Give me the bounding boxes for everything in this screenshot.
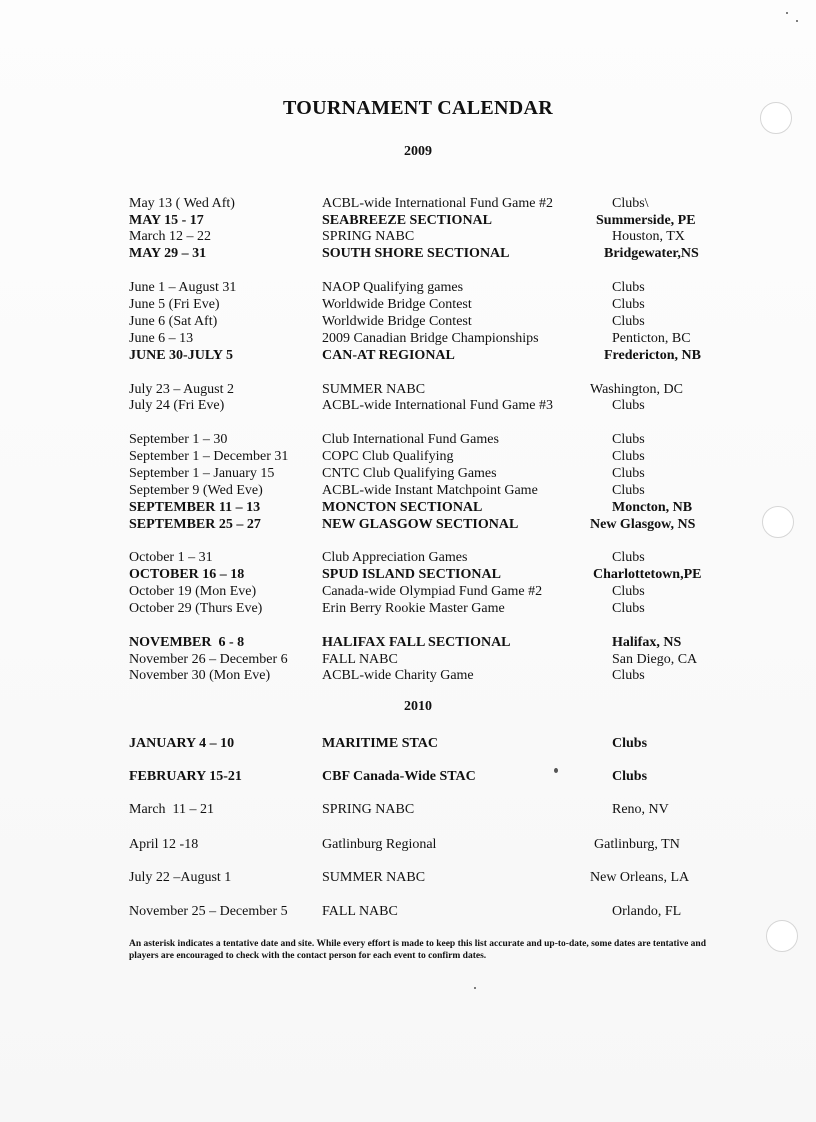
event-name: MARITIME STAC [322,736,439,751]
event-location: Clubs [612,601,645,616]
event-location: Moncton, NB [612,500,693,515]
event-location: Houston, TX [612,229,685,244]
event-row [0,381,816,398]
event-name: Canada-wide Olympiad Fund Game #2 [322,584,543,599]
event-row [0,836,816,853]
event-location: Clubs [612,432,645,447]
year-heading-2010: 2010 [404,699,432,714]
event-date: November 30 (Mon Eve) [129,668,271,683]
event-location: Clubs [612,280,645,295]
event-row [0,397,816,414]
event-row [0,212,816,229]
event-name: FALL NABC [322,904,398,919]
event-name: NEW GLASGOW SECTIONAL [322,517,519,532]
event-name: Club Appreciation Games [322,550,468,565]
event-date: March 12 – 22 [129,229,212,244]
event-row [0,482,816,499]
event-row [0,903,816,920]
event-date: September 1 – 30 [129,432,228,447]
event-name: ACBL-wide Charity Game [322,668,474,683]
event-date: June 6 – 13 [129,331,194,346]
event-location: Washington, DC [590,382,683,397]
event-date: July 22 –August 1 [129,870,232,885]
event-date: November 26 – December 6 [129,652,288,667]
event-date: May 13 ( Wed Aft) [129,196,235,211]
event-location: Clubs [612,466,645,481]
event-row [0,735,816,752]
event-date: SEPTEMBER 25 – 27 [129,517,261,532]
scan-speck [474,987,476,989]
event-name: CBF Canada-Wide STAC [322,769,476,784]
event-date: FEBRUARY 15-21 [129,769,242,784]
event-date: March 11 – 21 [129,802,215,817]
event-location: New Orleans, LA [590,870,690,885]
event-date: June 5 (Fri Eve) [129,297,220,312]
event-name: ACBL-wide Instant Matchpoint Game [322,483,538,498]
event-name: SUMMER NABC [322,870,426,885]
page-title: TOURNAMENT CALENDAR [283,97,553,119]
event-name: ACBL-wide International Fund Game #2 [322,196,553,211]
event-row [0,296,816,313]
event-row [0,651,816,668]
event-location: Charlottetown,PE [593,567,702,582]
event-row [0,245,816,262]
event-name: COPC Club Qualifying [322,449,454,464]
event-row [0,195,816,212]
event-name: SPUD ISLAND SECTIONAL [322,567,501,582]
event-date: September 9 (Wed Eve) [129,483,263,498]
event-row [0,768,816,785]
event-location: Fredericton, NB [604,348,701,363]
event-row [0,516,816,533]
footnote: An asterisk indicates a tentative date and site. While every effort is made to keep this list accurate and up-to-date, some dates are tentative and players are encouraged to check with the contact person for each event to confirm dates. [129,939,706,961]
event-row [0,499,816,516]
event-row [0,869,816,886]
event-date: SEPTEMBER 11 – 13 [129,500,261,515]
event-row [0,431,816,448]
event-name: ACBL-wide International Fund Game #3 [322,398,553,413]
event-name: SPRING NABC [322,229,415,244]
event-date: October 19 (Mon Eve) [129,584,257,599]
event-date: June 1 – August 31 [129,280,237,295]
event-date: July 23 – August 2 [129,382,235,397]
event-location: Clubs [612,297,645,312]
event-name: MONCTON SECTIONAL [322,500,483,515]
event-location: San Diego, CA [612,652,698,667]
event-date: November 25 – December 5 [129,904,288,919]
event-name: Gatlinburg Regional [322,837,437,852]
event-name: NAOP Qualifying games [322,280,464,295]
event-location: Clubs [612,398,645,413]
event-name: Worldwide Bridge Contest [322,297,472,312]
event-name: SUMMER NABC [322,382,426,397]
event-row [0,330,816,347]
event-name: CNTC Club Qualifying Games [322,466,497,481]
event-row [0,465,816,482]
event-date: JUNE 30-JULY 5 [129,348,233,363]
event-date: NOVEMBER 6 - 8 [129,635,245,650]
event-name: SOUTH SHORE SECTIONAL [322,246,510,261]
event-name: Worldwide Bridge Contest [322,314,472,329]
event-location: Clubs [612,550,645,565]
event-row [0,634,816,651]
event-row [0,228,816,245]
event-location: Clubs [612,668,645,683]
event-location: Clubs [612,483,645,498]
event-date: JANUARY 4 – 10 [129,736,235,751]
event-date: June 6 (Sat Aft) [129,314,218,329]
event-name: SPRING NABC [322,802,415,817]
punch-hole [766,920,798,952]
event-row [0,448,816,465]
event-location: Clubs [612,584,645,599]
event-name: CAN-AT REGIONAL [322,348,455,363]
event-date: MAY 15 - 17 [129,213,204,228]
event-name: HALIFAX FALL SECTIONAL [322,635,511,650]
event-location: Clubs [612,314,645,329]
event-date: July 24 (Fri Eve) [129,398,225,413]
event-name: Club International Fund Games [322,432,499,447]
event-date: MAY 29 – 31 [129,246,207,261]
event-date: September 1 – January 15 [129,466,275,481]
scan-speck [786,12,788,14]
event-row [0,600,816,617]
event-location: Clubs\ [612,196,649,211]
event-date: April 12 -18 [129,837,199,852]
event-location: Bridgewater,NS [604,246,699,261]
event-row [0,279,816,296]
event-location: Clubs [612,736,648,751]
event-name: Erin Berry Rookie Master Game [322,601,505,616]
event-location: Clubs [612,769,648,784]
event-row [0,347,816,364]
event-row [0,549,816,566]
event-date: September 1 – December 31 [129,449,289,464]
event-name: FALL NABC [322,652,398,667]
event-row [0,801,816,818]
event-row [0,313,816,330]
event-location: Gatlinburg, TN [594,837,680,852]
event-location: Halifax, NS [612,635,682,650]
event-location: Penticton, BC [612,331,691,346]
event-location: Reno, NV [612,802,669,817]
event-row [0,583,816,600]
event-name: SEABREEZE SECTIONAL [322,213,493,228]
event-location: Orlando, FL [612,904,682,919]
event-name: 2009 Canadian Bridge Championships [322,331,539,346]
event-date: October 1 – 31 [129,550,213,565]
scan-speck [796,20,798,22]
event-location: Summerside, PE [596,213,696,228]
event-date: OCTOBER 16 – 18 [129,567,245,582]
event-row [0,667,816,684]
event-location: Clubs [612,449,645,464]
event-row [0,566,816,583]
year-heading-2009: 2009 [404,144,432,159]
event-location: New Glasgow, NS [590,517,696,532]
event-date: October 29 (Thurs Eve) [129,601,263,616]
